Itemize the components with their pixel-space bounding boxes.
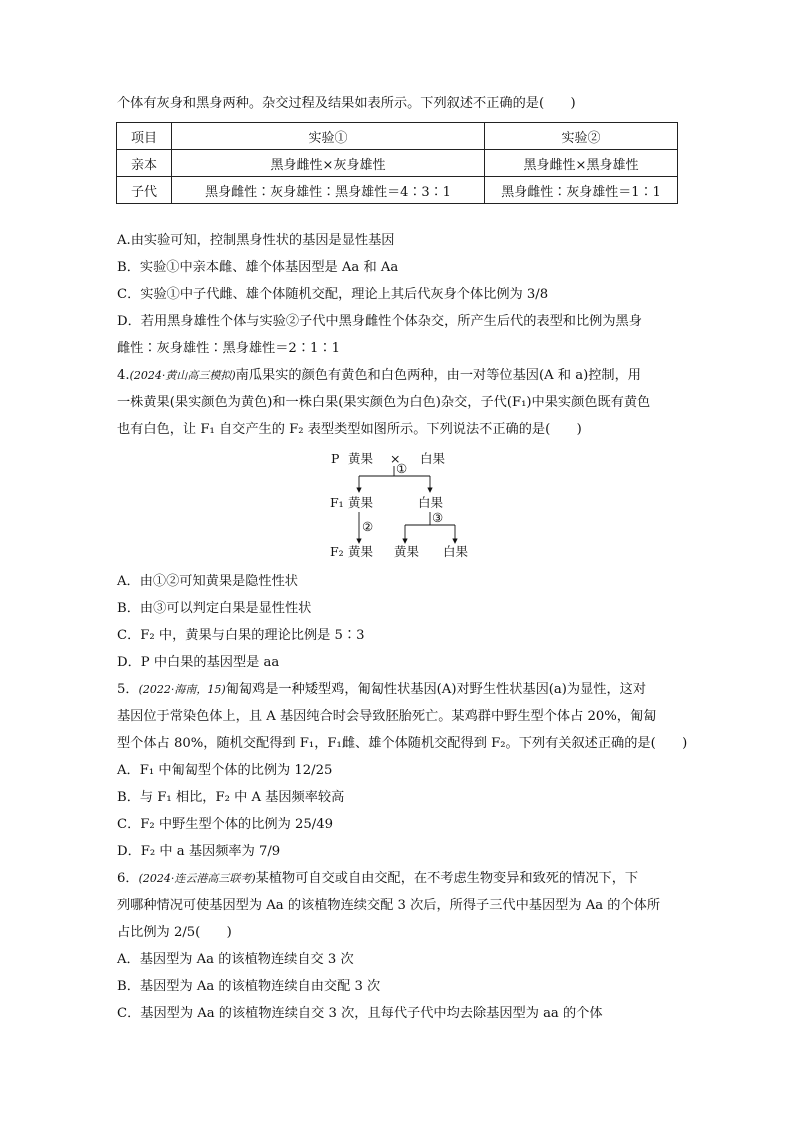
q5-stem-text: 匍匐鸡是一种矮型鸡，匍匐性状基因(A)对野生性状基因(a)为显性，这对 [225, 682, 647, 697]
f1-label: F₁ [330, 495, 344, 510]
q4-option-d: D．P 中白果的基因型是 aa [117, 655, 280, 670]
question-number: 5． [117, 682, 139, 697]
q3-option-c: C．实验①中子代雌、雄个体随机交配，理论上其后代灰身个体比例为 3/8 [117, 287, 549, 302]
q4-option-b: B．由③可以判定白果是显性性状 [117, 601, 312, 616]
question-number: 4. [117, 368, 130, 383]
table-cell: 黑身雌性×黑身雄性 [485, 150, 678, 177]
q5-option-c: C．F₂ 中野生型个体的比例为 25/49 [117, 817, 333, 832]
question-source: (2022·海南，15) [138, 683, 226, 696]
step-2-marker: ② [362, 519, 374, 534]
q6-option-b: B．基因型为 Aa 的该植物连续自由交配 3 次 [117, 979, 381, 994]
table-header-cell: 实验② [485, 123, 678, 150]
q3-option-b: B．实验①中亲本雌、雄个体基因型是 Aa 和 Aa [117, 260, 399, 275]
q4-stem-line2: 一株黄果(果实颜色为黄色)和一株白果(果实颜色为白色)杂交，子代(F₁)中果实颜色既有黄色 [117, 395, 651, 410]
table-header-cell: 实验① [172, 123, 485, 150]
table-cell: 黑身雌性×灰身雄性 [172, 150, 485, 177]
q4-option-c: C．F₂ 中，黄果与白果的理论比例是 5∶3 [117, 628, 365, 643]
q6-stem [117, 870, 638, 888]
q5-option-b: B．与 F₁ 相比，F₂ 中 A 基因频率较高 [117, 790, 345, 805]
p-white-fruit: 白果 [420, 451, 446, 466]
q6-stem-line2: 列哪种情况可使基因型为 Aa 的该植物连续交配 3 次后，所得子三代中基因型为 Aa 的个体所 [117, 898, 661, 913]
f2-white-fruit: 白果 [443, 544, 469, 559]
q5-option-d: D．F₂ 中 a 基因频率为 7/9 [117, 844, 281, 859]
q6-option-a: A．基因型为 Aa 的该植物连续自交 3 次 [117, 952, 354, 967]
question-number: 6． [117, 871, 139, 886]
step-1-marker: ① [396, 461, 408, 476]
q5-stem-line2: 基因位于常染色体上，且 A 基因纯合时会导致胚胎死亡。某鸡群中野生型个体占 20%，匍匐 [117, 709, 657, 724]
table-cell: 黑身雌性∶灰身雄性∶黑身雄性＝4∶3∶1 [172, 177, 485, 204]
table-cell: 黑身雌性∶灰身雄性＝1∶1 [485, 177, 678, 204]
p-label: P [331, 451, 340, 466]
q4-stem-line3: 也有白色，让 F₁ 自交产生的 F₂ 表型类型如图所示。下列说法不正确的是( ) [117, 422, 582, 437]
q6-stem-text: 某植物可自交或自由交配，在不考虑生物变异和致死的情况下，下 [255, 871, 639, 886]
table-cell: 亲本 [117, 150, 172, 177]
table-header-cell: 项目 [117, 123, 172, 150]
f2-label: F₂ [330, 544, 344, 559]
p-yellow-fruit: 黄果 [348, 451, 374, 466]
question-source: (2024·连云港高三联考) [138, 872, 256, 885]
f2-yellow-fruit: 黄果 [394, 544, 420, 559]
q4-stem-text: 南瓜果实的颜色有黄色和白色两种，由一对等位基因(A 和 a)控制，用 [235, 368, 641, 383]
q3-option-a: A.由实验可知，控制黑身性状的基因是显性基因 [117, 233, 395, 248]
f1-white-fruit: 白果 [418, 495, 444, 510]
f1-yellow-fruit: 黄果 [348, 495, 374, 510]
q6-stem-line3: 占比例为 2/5( ) [117, 925, 232, 940]
step-3-marker: ③ [432, 510, 444, 525]
q6-option-c: C．基因型为 Aa 的该植物连续自交 3 次，且每代子代中均去除基因型为 aa 的个体 [117, 1006, 603, 1021]
question-source: (2024·黄山高三模拟) [129, 369, 236, 382]
q5-stem-line3: 型个体占 80%，随机交配得到 F₁，F₁雌、雄个体随机交配得到 F₂。下列有关叙述正确的是( ) [117, 736, 688, 751]
q3-option-d: D．若用黑身雄性个体与实验②子代中黑身雌性个体杂交，所产生后代的表型和比例为黑身 [117, 314, 642, 329]
q5-option-a: A．F₁ 中匍匐型个体的比例为 12/25 [117, 763, 333, 778]
q3-stem: 个体有灰身和黑身两种。杂交过程及结果如表所示。下列叙述不正确的是( ) [117, 96, 576, 111]
f2-yellow-fruit: 黄果 [348, 544, 374, 559]
q4-option-a: A．由①②可知黄果是隐性性状 [117, 574, 298, 589]
cross-symbol: × [390, 451, 401, 466]
q5-stem [117, 681, 646, 699]
table-cell: 子代 [117, 177, 172, 204]
q3-option-d-cont: 雌性∶灰身雄性∶黑身雄性＝2∶1∶1 [117, 341, 340, 356]
